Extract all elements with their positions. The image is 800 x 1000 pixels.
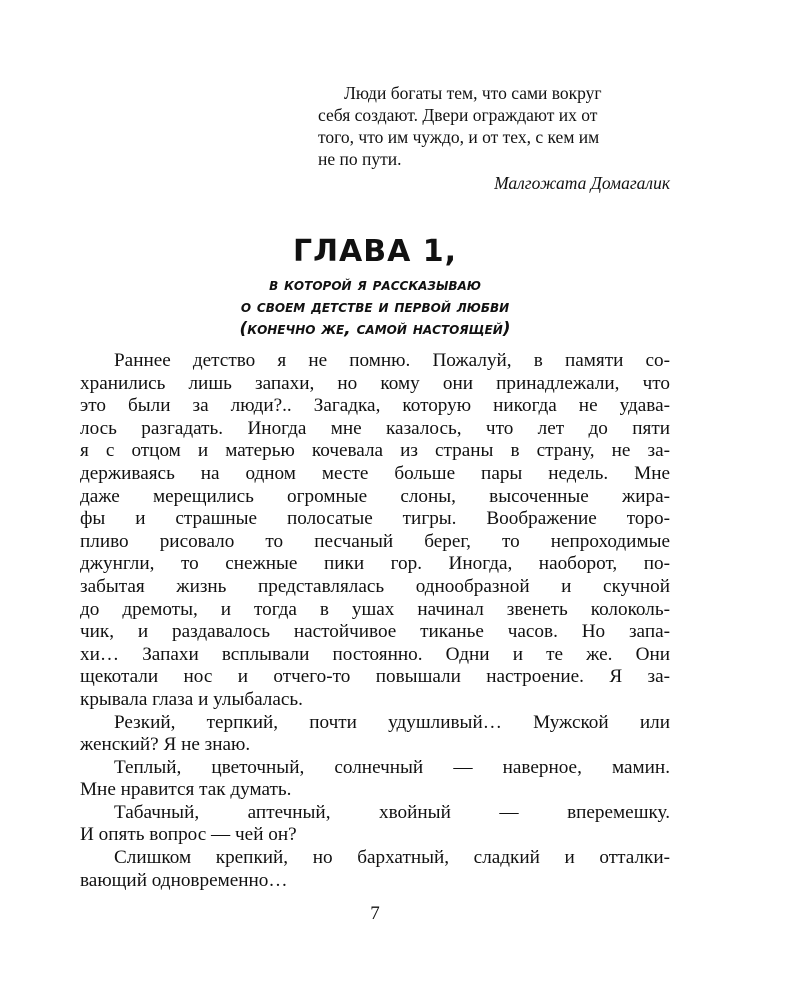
- text-line: я с отцом и матерью кочевала из страны в страну, не за-: [80, 440, 670, 462]
- body-text: [80, 350, 670, 892]
- epigraph-author: Малгожата Домагалик: [494, 173, 670, 193]
- chapter-title: ГЛАВА 1,: [292, 234, 458, 269]
- text-line: Табачный, аптечный, хвойный — вперемешку.: [114, 801, 670, 823]
- text-line: чик, и раздавалось настойчивое тиканье часов. Но запа-: [80, 621, 670, 643]
- text-line: забытая жизнь представлялась однообразной и скучной: [80, 575, 670, 597]
- chapter-subtitle-line: (конечно же, самой настоящей): [239, 319, 511, 339]
- text-line: даже мерещились огромные слоны, высоченные жира-: [80, 485, 670, 507]
- epigraph-line: Люди богаты тем, что сами вокруг: [344, 83, 602, 103]
- chapter-subtitle-line: о своем детстве и первой любви: [240, 297, 510, 317]
- epigraph-line: не по пути.: [318, 149, 402, 169]
- chapter-subtitle: [80, 274, 670, 340]
- epigraph-line: того, что им чуждо, и от тех, с кем им: [318, 127, 600, 147]
- text-line: лось разгадать. Иногда мне казалось, что лет до пяти: [80, 417, 670, 439]
- text-line: вающий одновременно…: [80, 869, 288, 891]
- text-line: Теплый, цветочный, солнечный — наверное, мамин.: [114, 756, 670, 778]
- text-line: держиваясь на одном месте больше пары недель. Мне: [80, 462, 670, 484]
- chapter-subtitle-line: в которой я рассказываю: [269, 275, 481, 295]
- epigraph-line: себя создают. Двери ограждают их от: [318, 105, 598, 125]
- text-line: Резкий, терпкий, почти удушливый… Мужской или: [114, 711, 670, 733]
- text-line: фы и страшные полосатые тигры. Воображение торо-: [80, 508, 670, 530]
- text-line: это были за люди?.. Загадка, которую никогда не удава-: [80, 395, 670, 417]
- text-line: пливо рисовало то песчаный берег, то непроходимые: [80, 530, 670, 552]
- text-line: Мне нравится так думать.: [80, 779, 292, 801]
- epigraph: [318, 82, 670, 194]
- text-line: щекотали нос и отчего-то повышали настроение. Я за-: [80, 666, 670, 688]
- text-line: джунгли, то снежные пики гор. Иногда, наоборот, по-: [80, 553, 670, 575]
- text-line: хранились лишь запахи, но кому они принадлежали, что: [80, 372, 670, 394]
- text-line: Раннее детство я не помню. Пожалуй, в памяти со-: [114, 350, 670, 371]
- page-number: 7: [370, 903, 380, 924]
- text-line: до дремоты, и тогда в ушах начинал звенеть колоколь-: [80, 598, 670, 620]
- text-line: Слишком крепкий, но бархатный, сладкий и отталки-: [114, 847, 670, 869]
- text-line: И опять вопрос — чей он?: [80, 824, 297, 846]
- text-line: женский? Я не знаю.: [80, 734, 251, 756]
- text-line: крывала глаза и улыбалась.: [80, 688, 303, 710]
- text-line: хи… Запахи всплывали постоянно. Одни и те же. Они: [80, 643, 670, 665]
